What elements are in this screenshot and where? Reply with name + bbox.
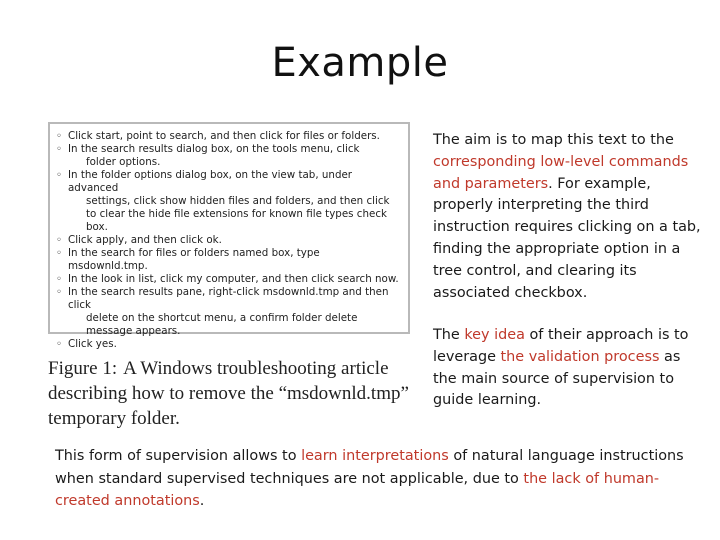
list-item: ◦ In the search for files or folders named box, type msdownld.tmp. xyxy=(56,247,320,272)
bullet-icon: ◦ xyxy=(56,130,63,142)
bullet-icon: ◦ xyxy=(56,338,63,350)
figure-caption xyxy=(48,356,418,431)
bullet-icon: ◦ xyxy=(56,286,63,298)
paragraph-aim: The aim is to map this text to the corresponding low-level commands and parameters. For example, properly interpreting the third instruction requires clicking on a tab, finding the appropriate option in a tree control, and clearing its associated checkbox. xyxy=(433,132,701,301)
bullet-icon: ◦ xyxy=(56,234,63,246)
highlight-text: the validation process xyxy=(500,348,660,365)
highlight-text: the lack of human-created annotations xyxy=(55,470,660,509)
highlight-text: learn interpretations xyxy=(301,448,449,464)
list-item: ◦ In the folder options dialog box, on the view tab, under advanced settings, click show hidden files and folders, and then click to clear the hide file extensions for known file types check box. xyxy=(56,169,390,233)
bullet-icon: ◦ xyxy=(56,169,63,181)
bullet-icon: ◦ xyxy=(56,143,63,155)
list-item: ◦ In the search results dialog box, on the tools menu, click folder options. xyxy=(56,143,360,168)
list-item: ◦ Click start, point to search, and then click for files or folders. xyxy=(56,130,380,142)
paragraph-supervision: This form of supervision allows to learn interpretations of natural language instructions when standard supervised techniques are not applicable, due to the lack of human-created annotations. xyxy=(55,448,684,509)
highlight-text: key idea xyxy=(464,327,525,343)
paragraph-key-idea: The key idea of their approach is to leverage the validation process as the main source of supervision to guide learning. xyxy=(433,327,689,409)
figure-instructions-box xyxy=(48,122,410,350)
list-item: ◦ In the search results pane, right-click msdownld.tmp and then click delete on the shortcut menu, a confirm folder delete message appears. xyxy=(56,286,389,337)
list-item: ◦ Click apply, and then click ok. xyxy=(56,234,222,246)
caption-text: A Windows troubleshooting article describing how to remove the “msdownld.tmp” temporary folder. xyxy=(48,358,409,429)
instruction-list xyxy=(50,124,408,351)
slide-title: Example xyxy=(271,40,449,86)
bullet-icon: ◦ xyxy=(56,273,63,285)
list-item: ◦ In the look in list, click my computer, and then click search now. xyxy=(56,273,399,285)
bullet-icon: ◦ xyxy=(56,247,63,259)
caption-label: Figure 1: xyxy=(48,358,118,379)
list-item: ◦ Click yes. xyxy=(56,338,117,350)
highlight-text: corresponding low-level commands and parameters xyxy=(433,153,689,192)
